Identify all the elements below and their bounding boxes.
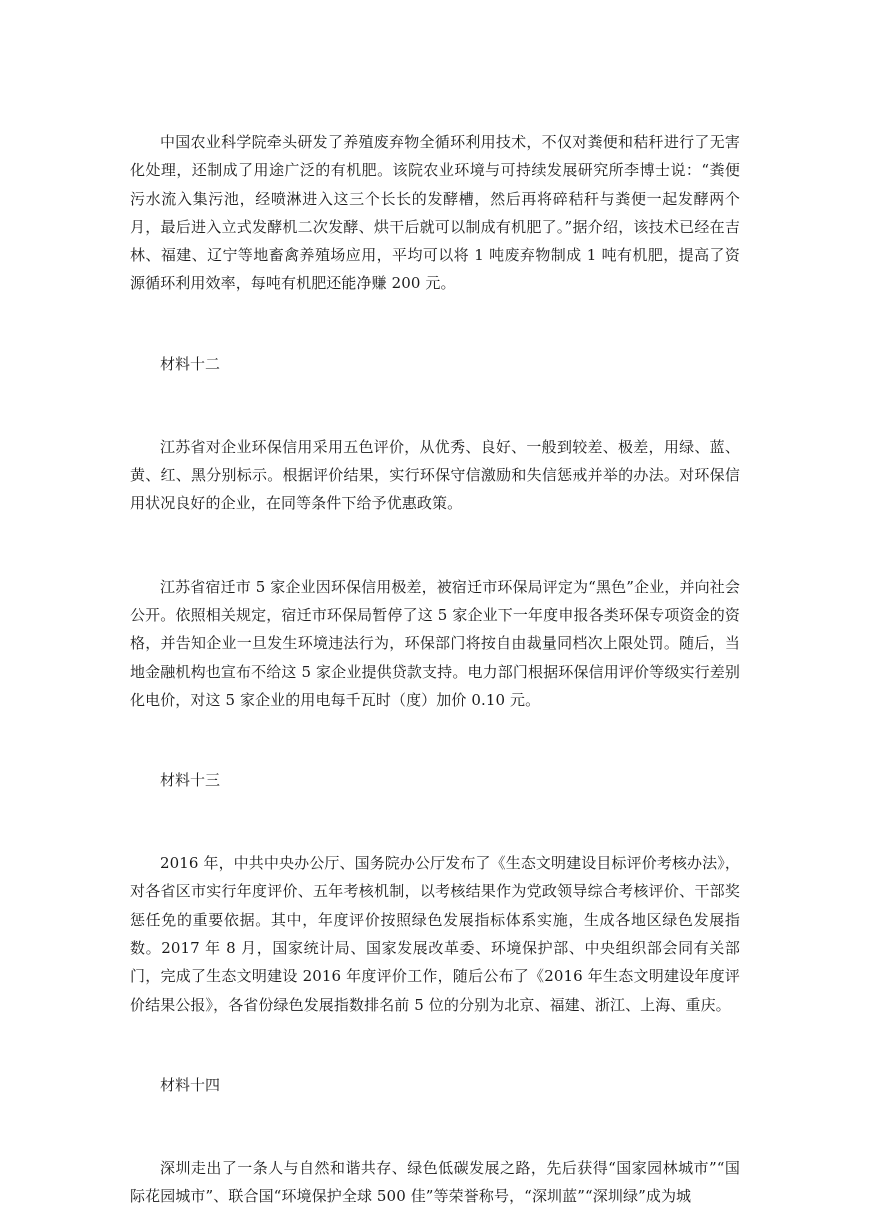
- paragraph-jiangsu-five-color-rating: 江苏省对企业环保信用采用五色评价，从优秀、良好、一般到较差、极差，用绿、蓝、黄、红、黑分别标示。根据评价结果，实行环保守信激励和失信惩戒并举的办法。对环保信用状况良好的企业，在同等条件下给予优惠政策。: [130, 437, 740, 513]
- heading-material-13: 材料十三: [160, 771, 221, 790]
- document-page: [130, 128, 740, 1211]
- paragraph-suqian-black-enterprises: 江苏省宿迁市 5 家企业因环保信用极差，被宿迁市环保局评定为“黑色”企业，并向社会公开。依照相关规定，宿迁市环保局暂停了这 5 家企业下一年度申报各类环保专项资金的资格，并告知企业一旦发生环境违法行为，环保部门将按自由裁量同档次上限处罚。随后，当地金融机构也宣布不给这 5 家企业提供贷款支持。电力部门根据环保信用评价等级实行差别化电价，对这 5 家企业的用电每千瓦时（度）加价 0.10 元。: [130, 577, 740, 709]
- heading-material-14: 材料十四: [160, 1075, 221, 1094]
- paragraph-shenzhen-green-development: 深圳走出了一条人与自然和谐共存、绿色低碳发展之路，先后获得“国家园林城市”“国际花园城市”、联合国“环境保护全球 500 佳”等荣誉称号，“深圳蓝”“深圳绿”成为城: [130, 1158, 740, 1206]
- heading-material-12: 材料十二: [160, 354, 221, 373]
- paragraph-agri-waste-recycling: 中国农业科学院牵头研发了养殖废弃物全循环利用技术，不仅对粪便和秸秆进行了无害化处理，还制成了用途广泛的有机肥。该院农业环境与可持续发展研究所李博士说：“粪便污水流入集污池，经喷淋进入这三个长长的发酵槽，然后再将碎秸秆与粪便一起发酵两个月，最后进入立式发酵机二次发酵、烘干后就可以制成有机肥了。”据介绍，该技术已经在吉林、福建、辽宁等地畜禽养殖场应用，平均可以将 1 吨废弃物制成 1 吨有机肥，提高了资源循环利用效率，每吨有机肥还能净赚 200 元。: [130, 133, 740, 293]
- paragraph-ecological-evaluation: 2016 年，中共中央办公厅、国务院办公厅发布了《生态文明建设目标评价考核办法》，对各省区市实行年度评价、五年考核机制，以考核结果作为党政领导综合考核评价、干部奖惩任免的重要依据。其中，年度评价按照绿色发展指标体系实施，生成各地区绿色发展指数。2017 年 8 月，国家统计局、国家发展改革委、环境保护部、中央组织部会同有关部门，完成了生态文明建设 2016 年度评价工作，随后公布了《2016 年生态文明建设年度评价结果公报》，各省份绿色发展指数排名前 5 位的分别为北京、福建、浙江、上海、重庆。: [130, 854, 740, 1014]
